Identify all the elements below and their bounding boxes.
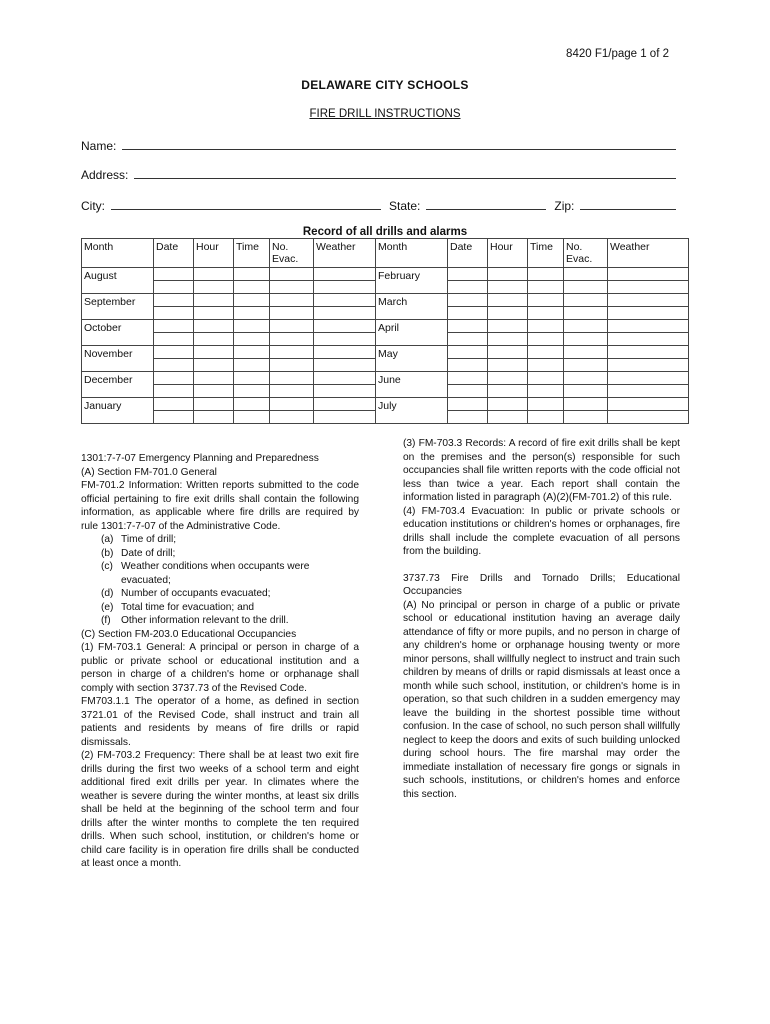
rule-heading: 1301:7-7-07 Emergency Planning and Preparedness xyxy=(81,453,319,464)
entry-cell[interactable] xyxy=(194,268,234,281)
zip-field[interactable] xyxy=(580,198,676,210)
list-item xyxy=(81,601,359,615)
list-item-text: Other information relevant to the drill. xyxy=(121,615,289,626)
paragraph: (4) FM-703.4 Evacuation: In public or private schools or education institutions or children's homes or orphanages, fire drills shall include the complete evacuation of all persons from the building. xyxy=(403,505,680,557)
entry-cell[interactable] xyxy=(234,320,270,333)
column-header: Month xyxy=(376,239,448,268)
entry-cell[interactable] xyxy=(488,398,528,411)
entry-cell[interactable] xyxy=(194,411,234,424)
entry-cell[interactable] xyxy=(608,281,689,294)
month-cell: February xyxy=(376,268,448,294)
record-table-title: Record of all drills and alarms xyxy=(302,226,468,238)
name-field-row xyxy=(81,138,676,153)
entry-cell[interactable] xyxy=(154,333,194,346)
column-header: Hour xyxy=(194,239,234,268)
table-row xyxy=(82,294,689,307)
entry-cell[interactable] xyxy=(608,385,689,398)
entry-cell[interactable] xyxy=(314,411,376,424)
entry-cell[interactable] xyxy=(194,307,234,320)
entry-cell[interactable] xyxy=(314,307,376,320)
entry-cell[interactable] xyxy=(270,320,314,333)
entry-cell[interactable] xyxy=(488,281,528,294)
month-cell: December xyxy=(82,372,154,398)
address-field[interactable] xyxy=(134,167,676,179)
list-item xyxy=(81,547,359,561)
entry-cell[interactable] xyxy=(448,307,488,320)
zip-label: Zip: xyxy=(554,199,575,213)
list-item-text: Time of drill; xyxy=(121,534,177,545)
entry-cell[interactable] xyxy=(528,398,564,411)
entry-cell[interactable] xyxy=(448,320,488,333)
entry-cell[interactable] xyxy=(270,294,314,307)
city-label: City: xyxy=(81,199,105,213)
entry-cell[interactable] xyxy=(234,268,270,281)
list-item-marker: (d) xyxy=(101,588,114,599)
entry-cell[interactable] xyxy=(154,294,194,307)
entry-cell[interactable] xyxy=(270,307,314,320)
entry-cell[interactable] xyxy=(154,320,194,333)
entry-cell[interactable] xyxy=(194,398,234,411)
entry-cell[interactable] xyxy=(448,385,488,398)
entry-cell[interactable] xyxy=(314,333,376,346)
entry-cell[interactable] xyxy=(270,268,314,281)
right-text-column xyxy=(403,437,680,801)
entry-cell[interactable] xyxy=(488,346,528,359)
entry-cell[interactable] xyxy=(448,359,488,372)
entry-cell[interactable] xyxy=(488,359,528,372)
list-item-marker: (c) xyxy=(101,561,113,572)
entry-cell[interactable] xyxy=(564,346,608,359)
entry-cell[interactable] xyxy=(234,281,270,294)
entry-cell[interactable] xyxy=(234,385,270,398)
entry-cell[interactable] xyxy=(234,346,270,359)
entry-cell[interactable] xyxy=(608,346,689,359)
entry-cell[interactable] xyxy=(608,268,689,281)
entry-cell[interactable] xyxy=(314,320,376,333)
entry-cell[interactable] xyxy=(314,385,376,398)
entry-cell[interactable] xyxy=(564,411,608,424)
column-header: Month xyxy=(82,239,154,268)
organization-title: DELAWARE CITY SCHOOLS xyxy=(301,78,469,92)
entry-cell[interactable] xyxy=(234,398,270,411)
entry-cell[interactable] xyxy=(194,385,234,398)
drill-record-table xyxy=(81,238,689,424)
entry-cell[interactable] xyxy=(608,294,689,307)
list-item-text: Weather conditions when occupants were evacuated; xyxy=(121,561,310,586)
entry-cell[interactable] xyxy=(234,359,270,372)
entry-cell[interactable] xyxy=(564,268,608,281)
month-cell: October xyxy=(82,320,154,346)
paragraph: (1) FM-703.1 General: A principal or person in charge of a public or private school or educational institution and a person in charge of a children's home or orphanage shall comply with section 3737.73 of the Revised Code. xyxy=(81,642,359,694)
list-item-text: Total time for evacuation; and xyxy=(121,601,255,613)
list-item-text: Number of occupants evacuated; xyxy=(121,588,271,599)
column-header: Time xyxy=(234,239,270,268)
entry-cell[interactable] xyxy=(234,333,270,346)
entry-cell[interactable] xyxy=(564,372,608,385)
entry-cell[interactable] xyxy=(194,346,234,359)
entry-cell[interactable] xyxy=(488,385,528,398)
address-field-row xyxy=(81,167,676,182)
entry-cell[interactable] xyxy=(528,385,564,398)
address-label: Address: xyxy=(81,168,129,182)
entry-cell[interactable] xyxy=(194,281,234,294)
entry-cell[interactable] xyxy=(448,372,488,385)
entry-cell[interactable] xyxy=(270,346,314,359)
column-header: Time xyxy=(528,239,564,268)
entry-cell[interactable] xyxy=(154,372,194,385)
entry-cell[interactable] xyxy=(154,307,194,320)
entry-cell[interactable] xyxy=(154,359,194,372)
entry-cell[interactable] xyxy=(564,333,608,346)
entry-cell[interactable] xyxy=(528,411,564,424)
entry-cell[interactable] xyxy=(234,294,270,307)
entry-cell[interactable] xyxy=(154,281,194,294)
table-row xyxy=(82,268,689,281)
entry-cell[interactable] xyxy=(488,320,528,333)
list-item xyxy=(81,560,359,587)
entry-cell[interactable] xyxy=(488,411,528,424)
entry-cell[interactable] xyxy=(270,281,314,294)
list-item xyxy=(81,614,359,628)
paragraph: (A) No principal or person in charge of a public or private school or educational institution having an average daily attendance of fifty or more pupils, and no person in charge of any children's home or orphanage housing twenty or more minor persons, shall willfully neglect to instruct and train such children by means of drills or rapid dismissals at least once a month while such school, institution, or children's home is in operation, so that such children in a sudden emergency may leave the building in the shortest possible time without confusion. In the case of school, no such person shall willfully neglect to keep the doors and exits of such building unlocked during school hours. The fire marshal may order the immediate installation of necessary fire gongs or signals in such schools, institutions, or children's homes and enforce this section. xyxy=(403,599,680,800)
month-cell: September xyxy=(82,294,154,320)
table-row xyxy=(82,320,689,333)
month-cell: April xyxy=(376,320,448,346)
section-heading: (C) Section FM-203.0 Educational Occupancies xyxy=(81,628,297,640)
entry-cell[interactable] xyxy=(528,320,564,333)
page-number: 8420 F1/page 1 of 2 xyxy=(566,48,669,60)
entry-cell[interactable] xyxy=(608,333,689,346)
entry-cell[interactable] xyxy=(488,307,528,320)
entry-cell[interactable] xyxy=(608,411,689,424)
entry-cell[interactable] xyxy=(528,294,564,307)
entry-cell[interactable] xyxy=(194,359,234,372)
month-cell: June xyxy=(376,372,448,398)
document-subtitle: FIRE DRILL INSTRUCTIONS xyxy=(309,108,461,120)
table-row xyxy=(82,372,689,385)
month-cell: March xyxy=(376,294,448,320)
list-item-marker: (e) xyxy=(101,601,114,613)
entry-cell[interactable] xyxy=(314,372,376,385)
entry-cell[interactable] xyxy=(270,359,314,372)
month-cell: July xyxy=(376,398,448,424)
entry-cell[interactable] xyxy=(314,294,376,307)
entry-cell[interactable] xyxy=(528,307,564,320)
column-header: No. Evac. xyxy=(564,239,608,268)
city-state-zip-row xyxy=(81,198,676,213)
entry-cell[interactable] xyxy=(154,385,194,398)
list-item xyxy=(81,533,359,547)
column-header: Date xyxy=(154,239,194,268)
entry-cell[interactable] xyxy=(154,411,194,424)
entry-cell[interactable] xyxy=(608,398,689,411)
entry-cell[interactable] xyxy=(270,372,314,385)
entry-cell[interactable] xyxy=(608,307,689,320)
entry-cell[interactable] xyxy=(194,372,234,385)
entry-cell[interactable] xyxy=(528,372,564,385)
entry-cell[interactable] xyxy=(488,333,528,346)
spacer xyxy=(403,559,680,572)
section-heading: 3737.73 Fire Drills and Tornado Drills; Educational Occupancies xyxy=(403,572,680,597)
entry-cell[interactable] xyxy=(608,320,689,333)
entry-cell[interactable] xyxy=(154,398,194,411)
paragraph: (2) FM-703.2 Frequency: There shall be at least two exit fire drills during the first two weeks of a school term and eight additional fired exit drills per year. In climates where the weather is severe during the winter months, at least six drills shall be held at the beginning of the school term and four drills after the winter months to complete the ten required drills. When such school, institution, or children's home or child care facility is in operation fire drills shall be conducted at least once a month. xyxy=(81,750,359,869)
paragraph: FM-701.2 Information: Written reports submitted to the code official pertaining to fire exit drills shall contain the following information, as applicable where fire drills are required by rule 1301:7-7-07 of the Administrative Code. xyxy=(81,480,359,532)
entry-cell[interactable] xyxy=(528,359,564,372)
entry-cell[interactable] xyxy=(488,294,528,307)
state-field[interactable] xyxy=(426,198,546,210)
entry-cell[interactable] xyxy=(564,385,608,398)
entry-cell[interactable] xyxy=(270,398,314,411)
entry-cell[interactable] xyxy=(270,411,314,424)
entry-cell[interactable] xyxy=(194,294,234,307)
entry-cell[interactable] xyxy=(448,294,488,307)
entry-cell[interactable] xyxy=(564,307,608,320)
entry-cell[interactable] xyxy=(448,346,488,359)
list-item-marker: (a) xyxy=(101,534,114,545)
info-list xyxy=(81,533,359,628)
column-header: No. Evac. xyxy=(270,239,314,268)
entry-cell[interactable] xyxy=(608,359,689,372)
month-cell: November xyxy=(82,346,154,372)
entry-cell[interactable] xyxy=(564,359,608,372)
entry-cell[interactable] xyxy=(448,411,488,424)
entry-cell[interactable] xyxy=(564,398,608,411)
month-cell: August xyxy=(82,268,154,294)
entry-cell[interactable] xyxy=(154,268,194,281)
entry-cell[interactable] xyxy=(608,372,689,385)
list-item-marker: (b) xyxy=(101,547,114,559)
entry-cell[interactable] xyxy=(488,268,528,281)
entry-cell[interactable] xyxy=(234,372,270,385)
entry-cell[interactable] xyxy=(314,346,376,359)
entry-cell[interactable] xyxy=(448,281,488,294)
column-header: Hour xyxy=(488,239,528,268)
list-item-text: Date of drill; xyxy=(121,547,176,559)
city-field[interactable] xyxy=(111,198,381,210)
column-header: Date xyxy=(448,239,488,268)
entry-cell[interactable] xyxy=(528,281,564,294)
entry-cell[interactable] xyxy=(448,333,488,346)
entry-cell[interactable] xyxy=(528,268,564,281)
list-item-marker: (f) xyxy=(101,615,111,626)
entry-cell[interactable] xyxy=(448,398,488,411)
entry-cell[interactable] xyxy=(314,268,376,281)
name-field[interactable] xyxy=(122,138,676,150)
month-cell: January xyxy=(82,398,154,424)
entry-cell[interactable] xyxy=(234,411,270,424)
entry-cell[interactable] xyxy=(314,359,376,372)
table-row xyxy=(82,398,689,411)
name-label: Name: xyxy=(81,139,117,153)
entry-cell[interactable] xyxy=(448,268,488,281)
column-header: Weather xyxy=(608,239,689,268)
list-item xyxy=(81,587,359,601)
paragraph: FM703.1.1 The operator of a home, as defined in section 3721.01 of the Revised Code, shall instruct and train all patients and residents by means of fire drills or rapid dismissals. xyxy=(81,696,359,748)
entry-cell[interactable] xyxy=(528,333,564,346)
table-row xyxy=(82,346,689,359)
entry-cell[interactable] xyxy=(234,307,270,320)
entry-cell[interactable] xyxy=(528,346,564,359)
table-header-row xyxy=(82,239,689,268)
entry-cell[interactable] xyxy=(270,385,314,398)
state-label: State: xyxy=(389,199,421,213)
entry-cell[interactable] xyxy=(564,281,608,294)
entry-cell[interactable] xyxy=(194,320,234,333)
entry-cell[interactable] xyxy=(564,294,608,307)
paragraph: (3) FM-703.3 Records: A record of fire exit drills shall be kept on the premises and the person(s) responsible for such occupancies shall file written reports with the code official not less than twice a year. Each report shall contain the information listed in paragraph (A)(2)(FM-701.2) of this rule. xyxy=(403,438,680,503)
entry-cell[interactable] xyxy=(314,281,376,294)
section-heading: (A) Section FM-701.0 General xyxy=(81,466,217,478)
entry-cell[interactable] xyxy=(564,320,608,333)
column-header: Weather xyxy=(314,239,376,268)
entry-cell[interactable] xyxy=(270,333,314,346)
entry-cell[interactable] xyxy=(488,372,528,385)
month-cell: May xyxy=(376,346,448,372)
entry-cell[interactable] xyxy=(194,333,234,346)
entry-cell[interactable] xyxy=(314,398,376,411)
left-text-column xyxy=(81,452,359,871)
entry-cell[interactable] xyxy=(154,346,194,359)
